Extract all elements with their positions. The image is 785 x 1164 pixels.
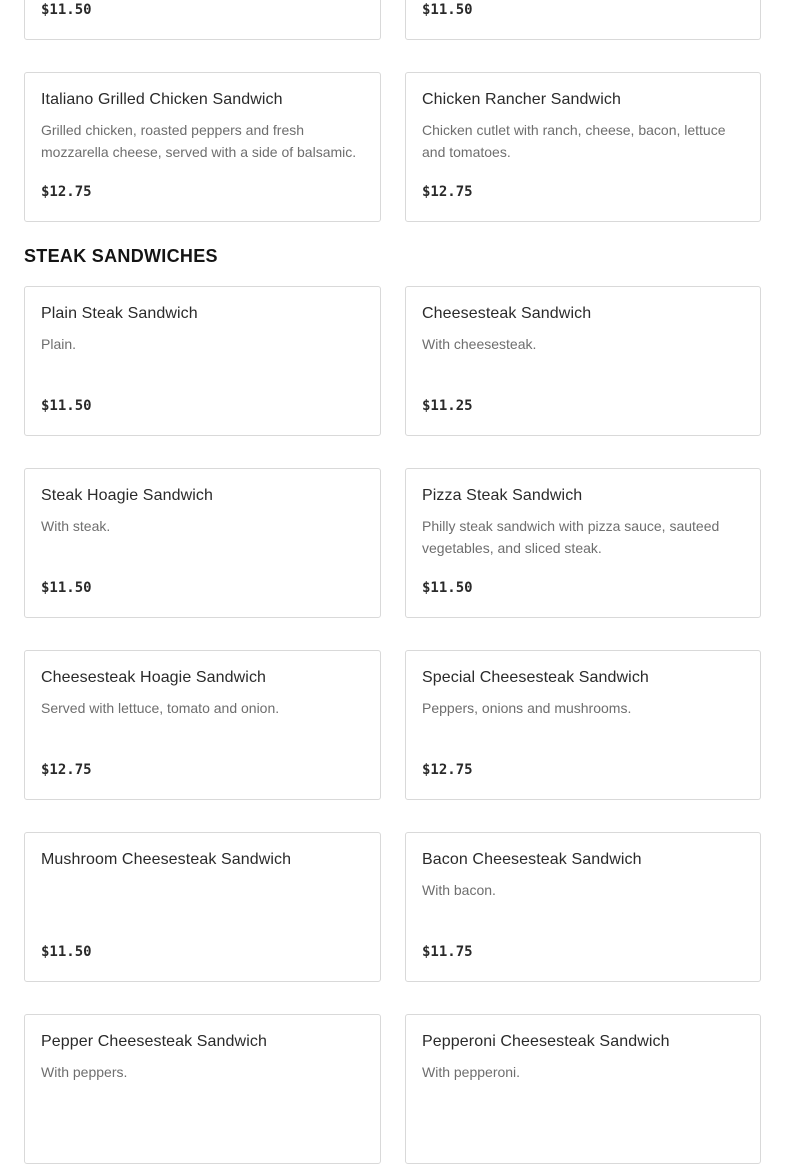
item-description: Philly steak sandwich with pizza sauce, sauteed vegetables, and sliced steak. [422, 518, 720, 556]
section-heading-steak-sandwiches: STEAK SANDWICHES [24, 246, 218, 266]
item-name: Italiano Grilled Chicken Sandwich [41, 91, 283, 108]
item-name: Plain Steak Sandwich [41, 305, 198, 322]
menu-item-card[interactable] [24, 0, 381, 40]
item-price: $11.25 [422, 398, 473, 414]
item-description: Plain. [41, 336, 77, 352]
menu-item-card[interactable] [405, 286, 761, 436]
item-description: With cheesesteak. [422, 336, 537, 352]
item-price: $12.75 [422, 184, 473, 200]
menu-item-card[interactable] [405, 1014, 761, 1164]
item-name: Pizza Steak Sandwich [422, 487, 583, 504]
item-name: Cheesesteak Hoagie Sandwich [41, 669, 267, 686]
item-price: $11.50 [41, 944, 92, 960]
menu-item-card[interactable] [405, 468, 761, 618]
item-description: Chicken cutlet with ranch, cheese, bacon, lettuce and tomatoes. [422, 122, 726, 160]
menu-item-card[interactable] [24, 832, 381, 982]
item-description: With pepperoni. [422, 1064, 521, 1080]
menu-item-card[interactable] [24, 286, 381, 436]
menu-item-card[interactable] [405, 0, 761, 40]
menu-item-card[interactable] [405, 650, 761, 800]
item-description: Peppers, onions and mushrooms. [422, 700, 632, 716]
item-price: $11.50 [422, 580, 473, 596]
item-description: Grilled chicken, roasted peppers and fresh mozzarella cheese, served with a side of balsamic. [41, 122, 357, 160]
item-description: With bacon. [422, 882, 496, 898]
item-name: Pepper Cheesesteak Sandwich [41, 1033, 267, 1050]
menu-item-card[interactable] [405, 72, 761, 222]
item-name: Steak Hoagie Sandwich [41, 487, 213, 504]
menu-item-card[interactable] [24, 72, 381, 222]
menu-item-card[interactable] [24, 650, 381, 800]
item-price: $11.75 [422, 944, 473, 960]
item-description: With steak. [41, 518, 111, 534]
item-price: $11.50 [41, 580, 92, 596]
menu-item-card[interactable] [24, 468, 381, 618]
item-name: Pepperoni Cheesesteak Sandwich [422, 1033, 670, 1050]
item-name: Chicken Rancher Sandwich [422, 91, 621, 108]
item-description: With peppers. [41, 1064, 128, 1080]
item-name: Mushroom Cheesesteak Sandwich [41, 851, 292, 868]
item-price: $12.75 [41, 762, 92, 778]
item-description: Served with lettuce, tomato and onion. [41, 700, 280, 716]
item-name: Bacon Cheesesteak Sandwich [422, 851, 642, 868]
item-price: $11.50 [422, 2, 473, 18]
item-price: $12.75 [422, 762, 473, 778]
item-price: $11.50 [41, 2, 92, 18]
item-price: $11.50 [41, 398, 92, 414]
item-price: $12.75 [41, 184, 92, 200]
item-name: Cheesesteak Sandwich [422, 305, 592, 322]
item-name: Special Cheesesteak Sandwich [422, 669, 649, 686]
menu-item-card[interactable] [24, 1014, 381, 1164]
menu-item-card[interactable] [405, 832, 761, 982]
